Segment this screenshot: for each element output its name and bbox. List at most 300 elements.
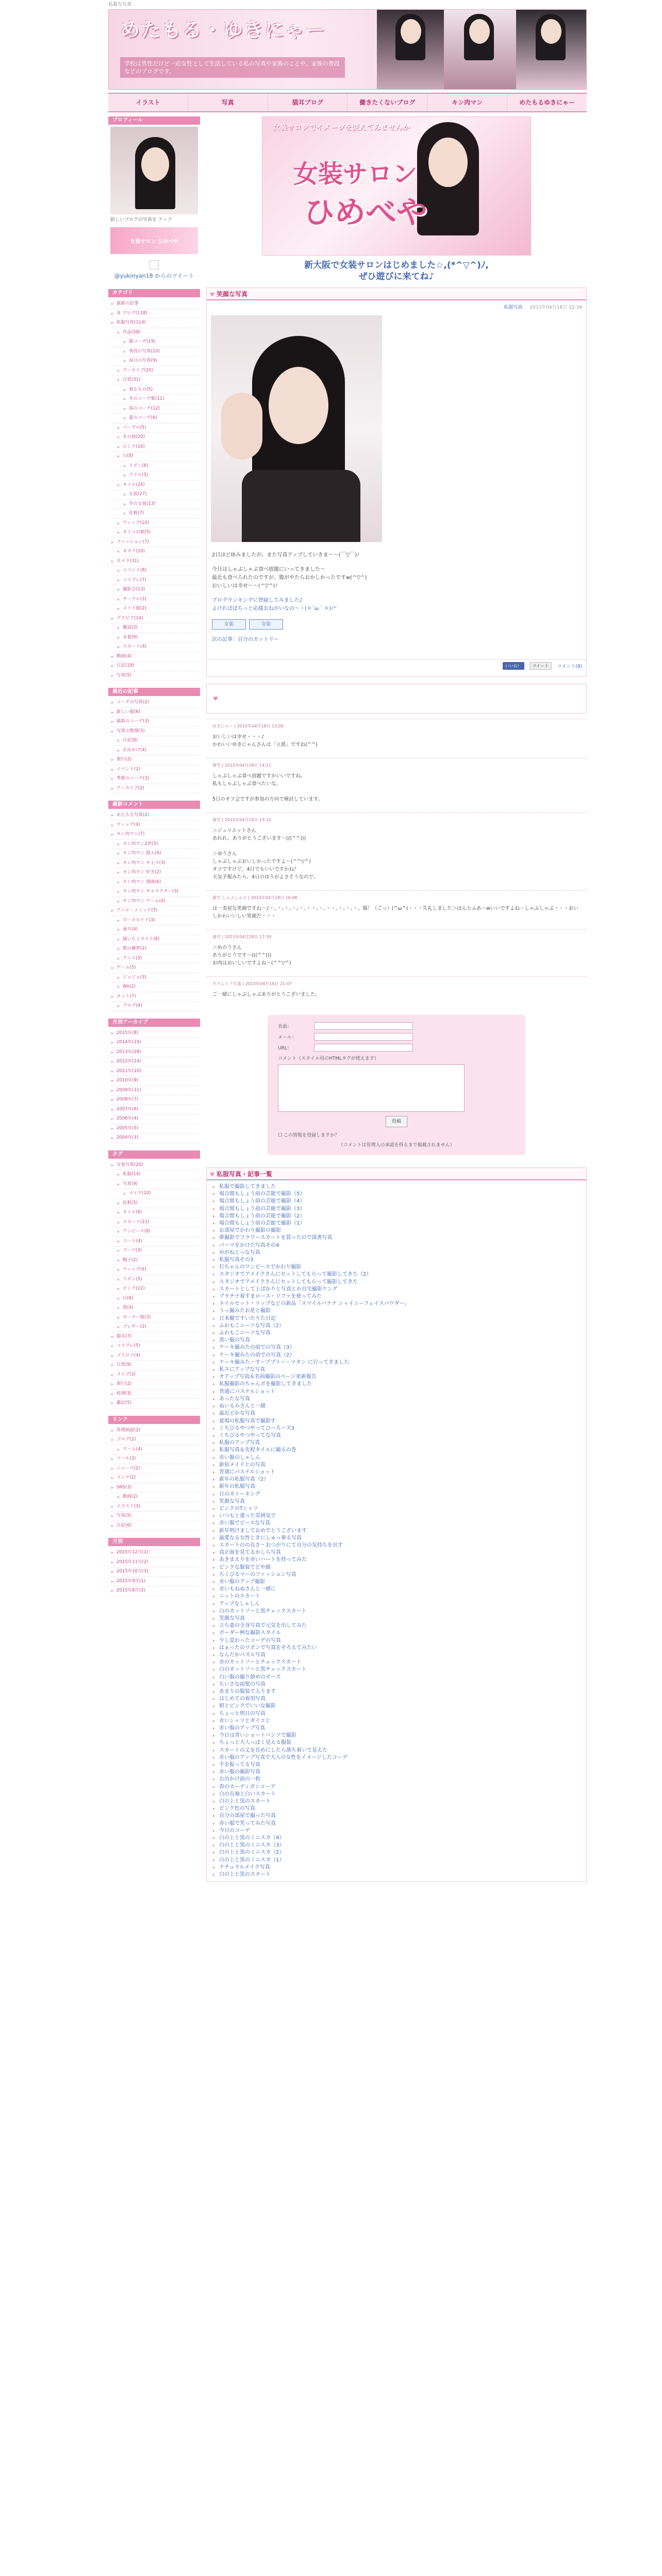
name-label: 名前：	[278, 1024, 292, 1029]
sidebar-link[interactable]: ▸ ウィッグ(4)	[111, 821, 200, 831]
sidebar-link[interactable]: ▸ ファッション(7)	[111, 538, 200, 548]
article-link[interactable]: ▸ スタジオでアメイクさんにセットしてもらって撮影してきた	[213, 1279, 580, 1286]
article-link[interactable]: ▸ 赤い服でピースな写真	[213, 1520, 580, 1527]
article-link[interactable]: ▸ パーマをかけた写真その4	[213, 1242, 580, 1249]
sidebar-link[interactable]: ▸ キン肉マン 好き(2)	[111, 868, 200, 878]
article-link[interactable]: ▸ うっ撮みたお花と撮影	[213, 1308, 580, 1315]
comment-textarea[interactable]	[278, 1064, 465, 1112]
mail-label: メール：	[278, 1035, 296, 1040]
entry-category[interactable]: 私服写真	[504, 305, 523, 310]
sidebar-link[interactable]: ▸ ピンク(12)	[111, 1284, 200, 1294]
article-link[interactable]: ▸ ナチュラルメイク写真	[213, 1864, 580, 1871]
article-link[interactable]: ▸ ふわもこニーツな写真	[213, 1330, 580, 1337]
article-link[interactable]: ▸ お部屋でかわり撮影の撮影	[213, 1227, 580, 1234]
article-link[interactable]: ▸ くちびるやつやってな写真	[213, 1432, 580, 1439]
article-link[interactable]: ▸ 新宿メイドとの写真	[213, 1462, 580, 1469]
sidebar-link[interactable]: ▸ 撮影会(13)	[111, 585, 200, 595]
article-link[interactable]: ▸ スカートのの長さ・おつがりにて自分の気持ちを出す	[213, 1542, 580, 1549]
comment-body: ＞めのうさん ありがとうです〜(((^^))) お肉はおいしいですよね〜(^^▽^)	[212, 945, 291, 966]
nav-item[interactable]: 猫耳ブログ	[268, 94, 348, 111]
tag-box	[108, 1150, 200, 1411]
sidebar-link[interactable]: ▸ フリル(5)	[111, 471, 200, 481]
article-link[interactable]: ▸ 今日のコーデ	[213, 1827, 580, 1835]
article-link[interactable]: ▸ 白の上と黒のミニスカ（2）	[213, 1849, 580, 1856]
article-link[interactable]: ▸ 赤い服のしゃしん	[213, 1454, 580, 1462]
entry-title[interactable]: 笑顔な写真	[216, 290, 247, 298]
sidebar-link[interactable]: ▸ スカート(4)	[111, 642, 200, 652]
sidebar-link[interactable]: ▸ 普段の写真(10)	[111, 347, 200, 357]
sidebar-link[interactable]: ▸ 写真(5)	[111, 1512, 200, 1521]
list-title: 私服写真・記事一覧	[216, 1170, 272, 1178]
article-link[interactable]: ▸ 場合間もしょう前の芸能で撮影（1）	[213, 1220, 580, 1227]
sidebar-link[interactable]: ▸ 着るもの(5)	[111, 385, 200, 395]
sidebar-link[interactable]: ▸ 女装写真(20)	[111, 1161, 200, 1171]
sidebar	[108, 116, 200, 1882]
comment-list	[108, 809, 200, 1013]
article-link[interactable]: ▸ 灯ちゃんのワンピースでかわり撮影	[213, 1264, 580, 1271]
comment-heading: 最新コメント	[108, 801, 200, 809]
sidebar-link[interactable]: ▸ キン肉マン 超人(4)	[111, 849, 200, 859]
sidebar-link[interactable]: ▸ 2014年(19)	[111, 1038, 200, 1048]
article-link[interactable]: ▸ 白の上と黒のミニスカ（1）	[213, 1857, 580, 1864]
article-link[interactable]: ▸ あったな写真	[213, 1396, 580, 1403]
sidebar-link[interactable]: ▸ 2015年8月(2)	[111, 1586, 200, 1596]
article-link[interactable]: ▸ はじめての着用写真	[213, 1696, 580, 1703]
sidebar-link[interactable]: ▸ ツール(3)	[111, 1454, 200, 1464]
tweet-button[interactable]: ツイート	[529, 662, 552, 670]
article-link[interactable]: ▸ 私服のアップ写真	[213, 1439, 580, 1447]
category-box	[108, 289, 200, 683]
article-link[interactable]: ▸ 白の上と黒のスカート	[213, 1871, 580, 1878]
nav-item[interactable]: キン肉マン	[427, 94, 507, 111]
article-link[interactable]: ▸ なんだかパズル写真	[213, 1652, 580, 1659]
article-link[interactable]: ▸ 最愛なる女性ときにしゅっ乗る写真	[213, 1535, 580, 1542]
sidebar-link[interactable]: ▸ メイク(10)	[111, 1189, 200, 1199]
name-field[interactable]	[314, 1022, 413, 1030]
profile-image[interactable]	[110, 127, 198, 214]
sidebar-link[interactable]: ▸ カメラ(31)	[111, 557, 200, 567]
sidebar-link[interactable]: ▸ 2015年(8)	[111, 1029, 200, 1039]
sidebar-link[interactable]: ▸ 白(8)	[111, 452, 200, 462]
sidebar-link[interactable]: ▸ リンク(2)	[111, 1473, 200, 1483]
sidebar-link[interactable]: ▸ ジョジョ(3)	[111, 973, 200, 983]
sidebar-link[interactable]: ▸ 春のコーデ(12)	[111, 404, 200, 414]
article-link[interactable]: ▸ 白の上と黒のスカート	[213, 1798, 580, 1805]
sidebar-link[interactable]: ▸ 動画(2)	[111, 1493, 200, 1502]
sidebar-link[interactable]: ▸ Wii(2)	[111, 982, 200, 992]
comment-count-link[interactable]: コメント(8)	[557, 664, 582, 669]
article-link[interactable]: ▸ 赤い服のアップ写真	[213, 1725, 580, 1732]
sidebar-link[interactable]: ▸ 夏のコーデ(6)	[111, 414, 200, 423]
article-link[interactable]: ▸ 笑顔な写真	[213, 1498, 580, 1505]
header-photo	[444, 10, 516, 89]
sidebar-link[interactable]: ▸ キン肉マン(7)	[111, 830, 200, 840]
article-link[interactable]: ▸ 場合間もしょう前の芸能で撮影（3）	[213, 1206, 580, 1213]
comment-box	[108, 801, 200, 1013]
sidebar-link[interactable]: ▸ ウィッグ(10)	[111, 519, 200, 529]
submit-button[interactable]: 投稿	[386, 1116, 407, 1127]
sidebar-link[interactable]: ▸ アーカイブ(20)	[111, 366, 200, 376]
article-link[interactable]: ▸ 赤いシャツとダイコと	[213, 1718, 580, 1725]
link-box	[108, 1416, 200, 1533]
entry-meta	[207, 300, 586, 315]
sidebar-link[interactable]: ▸ オタク(10)	[111, 547, 200, 557]
twitter-link[interactable]: @yukinyan18 からのツイート	[114, 273, 194, 279]
sidebar-link[interactable]: ▸ コスプレ(7)	[111, 576, 200, 586]
article-link[interactable]: ▸ 私服撮影のちゃんポを撮影してきました	[213, 1381, 580, 1388]
sidebar-link[interactable]: ▸ 写真の整理(3)	[111, 727, 200, 737]
sidebar-link[interactable]: ▸ 日常(31)	[111, 376, 200, 385]
article-link[interactable]: ▸ めがねとっな写真	[213, 1249, 580, 1257]
article-link[interactable]: ▸ オアップ写真＆名前撮影のページ更新報告	[213, 1374, 580, 1381]
sidebar-link[interactable]: ▸ ブーツ(3)	[111, 1246, 200, 1256]
sidebar-link[interactable]: ▸ 2015年10月(3)	[111, 1567, 200, 1577]
article-link[interactable]: ▸ ネイルセット・リップなどの新品「スマイルバナナ シャイニーフェイスパウダー」	[213, 1300, 580, 1308]
article-link[interactable]: ▸ 今日は青いショートパンツで撮影	[213, 1732, 580, 1739]
ranking-button[interactable]: 女装	[249, 619, 283, 630]
sidebar-link[interactable]: ▸ その他(20)	[111, 433, 200, 443]
profile-caption: 新しいブログの写真を アップ	[110, 217, 172, 223]
heart-icon: ♥	[210, 292, 214, 298]
article-list	[207, 1180, 586, 1882]
article-link[interactable]: ▸ 白のカットソーと黒チェックスカート	[213, 1666, 580, 1673]
article-link[interactable]: ▸ 夢撮影でフラワースカートを買ったので図書写真	[213, 1234, 580, 1242]
heart-icon: ♥	[213, 695, 218, 702]
sidebar-link[interactable]: ▸ 私服写真(114)	[111, 318, 200, 328]
ad-title: 女装サロン	[293, 160, 418, 189]
article-link[interactable]: ▸ スタジオでアメイクさんにセットしてもらって撮影してきた（2）	[213, 1271, 580, 1278]
article-link[interactable]: ▸ 最近どかな写真	[213, 1410, 580, 1417]
sidebar-link[interactable]: ▸ リボン(6)	[111, 462, 200, 471]
sidebar-link[interactable]: ▸ サークル(3)	[111, 595, 200, 605]
sidebar-link[interactable]: ▸ 写真(5)	[111, 671, 200, 681]
sidebar-link[interactable]: ▸ 最新の記事	[111, 299, 200, 309]
sidebar-link[interactable]: ▸ 2010年(9)	[111, 1076, 200, 1086]
article-link[interactable]: ▸ ちいさな前髪の写真	[213, 1681, 580, 1688]
article-link[interactable]: ▸ お出かけ前の一枚	[213, 1776, 580, 1783]
article-link[interactable]: ▸ スカートの丈を長めにしたら落ち着いて見えた	[213, 1747, 580, 1754]
broken-image-icon	[150, 260, 159, 269]
article-link[interactable]: ▸ 白の上と黒のミニスカ（3）	[213, 1842, 580, 1849]
article-link[interactable]: ▸ 日本観ですいたりた日記	[213, 1315, 580, 1323]
sidebar-link[interactable]: ▸ 2008年(7)	[111, 1095, 200, 1105]
header-photo	[516, 10, 586, 89]
sidebar-link[interactable]: ▸ 水着(6)	[111, 633, 200, 643]
entry-footer	[207, 659, 586, 676]
article-link[interactable]: ▸ ケーキ撮みたの前での写真（2）	[213, 1352, 580, 1359]
nav-item[interactable]: イラスト	[108, 94, 188, 111]
profile-box	[108, 116, 200, 280]
sidebar-link[interactable]: ▸ 服コーデ(19)	[111, 337, 200, 347]
comment	[206, 758, 587, 812]
comment-section-header	[206, 684, 587, 714]
article-link[interactable]: ▸ 黒い服の写真	[213, 1337, 580, 1344]
mail-field[interactable]	[314, 1033, 413, 1041]
sidebar-link[interactable]: ▸ 2015年11月(2)	[111, 1558, 200, 1568]
sidebar-link[interactable]: ▸ 2009年(11)	[111, 1086, 200, 1096]
article-link[interactable]: ▸ 春のカーディガンコーデ	[213, 1784, 580, 1791]
sidebar-link[interactable]: ▸ 2011年(10)	[111, 1067, 200, 1077]
sidebar-link[interactable]: ▸ 歌の練習(2)	[111, 944, 200, 954]
article-link[interactable]: ▸ ちょっと大人っぽく見える服装	[213, 1739, 580, 1747]
sidebar-link[interactable]: ▸ 化粧(5)	[111, 1199, 200, 1209]
sidebar-link[interactable]: ▸ 2012年(14)	[111, 1057, 200, 1067]
salon-ad-banner[interactable]	[262, 116, 531, 256]
nav-item[interactable]: 働きたくないブログ	[347, 94, 427, 111]
sidebar-link[interactable]: ▸ 雑誌(2)	[111, 623, 200, 633]
nav-item[interactable]: 写真	[188, 94, 268, 111]
sidebar-link[interactable]: ▸ 黒(4)	[111, 1303, 200, 1313]
sidebar-link[interactable]: ▸ 旅行(2)	[111, 1380, 200, 1389]
sidebar-link[interactable]: ▸ 旅行(2)	[111, 755, 200, 765]
article-link[interactable]: ▸ ピンクな服装でどや顔	[213, 1564, 580, 1571]
sidebar-link[interactable]: ▸ キン肉マン2世(5)	[111, 840, 200, 850]
sidebar-link[interactable]: ▸ 動画(4)	[111, 652, 200, 662]
sidebar-link[interactable]: ▸ 本 ブログ(118)	[111, 309, 200, 319]
sidebar-link[interactable]: ▸ 写真(9)	[111, 1180, 200, 1190]
facebook-like-button[interactable]: いいね！	[503, 662, 524, 670]
comment	[206, 976, 587, 1008]
article-link[interactable]: ▸ 場合間もしょう前の芸能で撮影（4）	[213, 1198, 580, 1205]
article-link[interactable]: ▸ くちびるやつやってひーろーズ3	[213, 1425, 580, 1432]
article-link[interactable]: ▸ プラチナ着すまロース・リファを使ってみた	[213, 1293, 580, 1300]
sidebar-link[interactable]: ▸ 2013年(28)	[111, 1048, 200, 1058]
sidebar-link[interactable]: ▸ 最新のコーデ(3)	[111, 717, 200, 727]
sidebar-link[interactable]: ▸ 2007年(6)	[111, 1105, 200, 1115]
month-heading: 月別	[108, 1538, 200, 1546]
recent-heading: 最近の記事	[108, 688, 200, 696]
article-link[interactable]: ▸ 私服で撮影してきました	[213, 1183, 580, 1191]
article-link[interactable]: ▸ ピンクのTシャツ	[213, 1505, 580, 1513]
remember-checkbox[interactable]: ☐ この情報を登録しますか？	[278, 1133, 339, 1138]
sidebar-link[interactable]: ▸ 冬の女装(13)	[111, 500, 200, 510]
sidebar-link[interactable]: ▸ 描いたイラスト(8)	[111, 935, 200, 945]
sidebar-link[interactable]: ▸ 2005年(5)	[111, 1124, 200, 1134]
entry-text-1: 2日ほど休みましたが、また写真アップしていきま～～(￣▽￣)ﾉ	[212, 552, 360, 558]
sidebar-link[interactable]: ▸ ライブ(3)	[111, 1370, 200, 1380]
article-link[interactable]: ▸ 新年の私服写真（2）	[213, 1476, 580, 1483]
sidebar-link[interactable]: ▸ コーデの写真(2)	[111, 698, 200, 708]
sidebar-link[interactable]: ▸ ブレザー(2)	[111, 1323, 200, 1332]
article-link[interactable]: ▸ ケーキ撮みた・すーププリー・マタン に行ってきました	[213, 1359, 580, 1366]
article-link[interactable]: ▸ アップなしゃしん	[213, 1601, 580, 1608]
article-link[interactable]: ▸ 赤いもねぬさんと一緒に	[213, 1586, 580, 1593]
sidebar-link[interactable]: ▸ 2015年9月(1)	[111, 1577, 200, 1587]
article-link[interactable]: ▸ ピンク色の写真	[213, 1805, 580, 1812]
sidebar-link[interactable]: ▸ 2004年(3)	[111, 1133, 200, 1143]
article-link[interactable]: ▸ 新年明けましておめでとうございます	[213, 1528, 580, 1535]
article-link[interactable]: ▸ 赤い服のアップ撮影	[213, 1579, 580, 1586]
article-link[interactable]: ▸ 夏場の私服写真で撮影す	[213, 1418, 580, 1425]
article-link[interactable]: ▸ 私服写真＆先程タイルに撮るの巻	[213, 1447, 580, 1454]
sidebar-link[interactable]: ▸ 帽子(2)	[111, 1256, 200, 1266]
sidebar-link[interactable]: ▸ 日記(6)	[111, 1521, 200, 1531]
sidebar-link[interactable]: ▸ アニメ・コミック(5)	[111, 906, 200, 916]
article-link[interactable]: ▸ あまりの服装で入ります	[213, 1688, 580, 1696]
sidebar-link[interactable]: ▸ キン肉マン ゲーム(4)	[111, 897, 200, 907]
sidebar-link[interactable]: ▸ 雑記(5)	[111, 1399, 200, 1409]
archive-box	[108, 1019, 200, 1145]
article-link[interactable]: ▸ 赤い服で笑ってみた写真	[213, 1820, 580, 1827]
article-link[interactable]: ▸ 日のカトーキング	[213, 1491, 580, 1498]
ranking-text[interactable]: ブログランキングに登録してみました♪ よければぽちっと応援おねがいなの～ヽ(＊´ω｀＊)ﾉ''	[212, 598, 337, 612]
sidebar-link[interactable]: ▸ 管理画面(2)	[111, 1426, 200, 1436]
sidebar-link[interactable]: ▸ ゲーム(4)	[111, 1445, 200, 1455]
article-link[interactable]: ▸ ケーキ撮みたの前での写真（3）	[213, 1344, 580, 1351]
article-link[interactable]: ▸ 赤い服の撮影写真	[213, 1769, 580, 1776]
form-note: （コメントは管理人の承認を得るまで掲載されません）	[338, 1143, 455, 1148]
url-label: URL：	[278, 1046, 292, 1051]
sidebar-link[interactable]: ▸ 日常(9)	[111, 1361, 200, 1370]
sidebar-link[interactable]: ▸ リボン(5)	[111, 1275, 200, 1285]
sidebar-link[interactable]: ▸ コスプレ(5)	[111, 1342, 200, 1351]
sidebar-link[interactable]: ▸ ボーカロイド(3)	[111, 916, 200, 926]
article-link[interactable]: ▸ 普通にパステルショット	[213, 1388, 580, 1396]
sidebar-link[interactable]: ▸ 作品(58)	[111, 328, 200, 338]
article-link[interactable]: ▸ 普通にパステルショット	[213, 1469, 580, 1476]
sidebar-link[interactable]: ▸ 東方(4)	[111, 925, 200, 935]
entry-text-2: 今日はしゃぶしゃぶ食べ放題にいってきました～ 最近も食べられたのですが、腹がやたらおかしかったですw(^▽^) おいしいは幸せ～～(^▽^)ﾉ	[212, 567, 367, 589]
comment-header: ゆきにゃー | 2015年04月18日 13:00	[212, 724, 284, 728]
ad-top-text: 女装サロンでイメージを変えてみませんか	[273, 124, 410, 132]
sidebar-link[interactable]: ▸ 白(6)	[111, 1294, 200, 1304]
sidebar-link[interactable]: ▸ キン肉マン キャラ(3)	[111, 859, 200, 869]
url-field[interactable]	[314, 1044, 413, 1052]
article-link[interactable]: ▸ 私服写真その3	[213, 1257, 580, 1264]
sidebar-link[interactable]: ▸ ゲーム(5)	[111, 963, 200, 973]
tag-heading: タグ	[108, 1150, 200, 1159]
site-title[interactable]: めたもる・ゆきにゃー	[120, 19, 326, 41]
sidebar-link[interactable]: ▸ 新しい服(6)	[111, 708, 200, 718]
sidebar-link[interactable]: ▸ 料理(3)	[111, 1389, 200, 1399]
article-link[interactable]: ▸ 立ち姿の全身写真で元気を出してみた	[213, 1622, 580, 1630]
sidebar-link[interactable]: ▸ 毎日の写真(9)	[111, 357, 200, 366]
article-link[interactable]: ▸ 笑顔な写真	[213, 1615, 580, 1622]
comment-body: ご一緒にしゃぶしゃぶありがとうございました。	[212, 992, 321, 997]
list-header	[207, 1168, 586, 1180]
sidebar-link[interactable]: ▸ ネイル(6)	[111, 1208, 200, 1218]
sidebar-link[interactable]: ▸ イベント(8)	[111, 566, 200, 576]
sidebar-link[interactable]: ▸ ワンピース(8)	[111, 1227, 200, 1237]
article-link[interactable]: ▸ 紺とピンクでいいな撮影	[213, 1703, 580, 1710]
nav-item[interactable]: めたもるゆきにゃー	[519, 99, 575, 106]
month-box	[108, 1538, 200, 1598]
next-entry-link[interactable]: 次の記事：自分のカットリー	[212, 637, 279, 642]
article-link[interactable]: ▸ 白の上と黒のミニスカ（4）	[213, 1835, 580, 1842]
article-link[interactable]: ▸ 私スにアップな写真	[213, 1366, 580, 1374]
sidebar-link[interactable]: ▸ 季節のコーデ(3)	[111, 774, 200, 784]
article-link[interactable]: ▸ 白の長袖と白いスカート	[213, 1791, 580, 1798]
article-link[interactable]: ▸ 自分の部屋で撮った写真	[213, 1812, 580, 1820]
salon-banner[interactable]: 女装サロン ひめべや	[110, 227, 198, 254]
sidebar-link[interactable]: ▸ ブログ(2)	[111, 1435, 200, 1445]
sidebar-link[interactable]: ▸ パープル(5)	[111, 423, 200, 433]
archive-heading: 月別アーカイブ	[108, 1019, 200, 1027]
sidebar-link[interactable]: ▸ キン肉マン 漫画(6)	[111, 878, 200, 888]
sidebar-link[interactable]: ▸ ブログ(4)	[111, 1002, 200, 1011]
entry-photo[interactable]	[211, 315, 382, 542]
main-column	[206, 116, 587, 1882]
article-link[interactable]: ▸ 白い服の撮り始めのポーズ	[213, 1674, 580, 1681]
sidebar-link[interactable]: ▸ イベント(2)	[111, 765, 200, 775]
article-link[interactable]: ▸ 場合間もしょう前の芸能で撮影（2）	[213, 1213, 580, 1220]
article-link[interactable]: ▸ あきまえりを赤いハートを持ってみた	[213, 1556, 580, 1564]
article-link[interactable]: ▸ 手を振ってる写真	[213, 1761, 580, 1769]
sidebar-link[interactable]: ▸ オトコの娘(5)	[111, 528, 200, 538]
sidebar-link[interactable]: ▸ ニュース(2)	[111, 1464, 200, 1474]
article-link[interactable]: ▸ はぁったのリボンで写真をそろえてみたい	[213, 1645, 580, 1652]
sidebar-link[interactable]: ▸ アーカイブ(2)	[111, 784, 200, 794]
article-link[interactable]: ▸ 白のカットソーと黒チェックスカート	[213, 1608, 580, 1615]
sidebar-link[interactable]: ▸ 冬のコーデ集(11)	[111, 395, 200, 404]
article-link[interactable]: ▸ ボーダー柄な撮影スタイル	[213, 1630, 580, 1637]
comment-header: 蒼空 | 2015年04月18日 17:30	[212, 935, 272, 939]
comment	[206, 719, 587, 758]
article-link[interactable]: ▸ いつもと違った雰囲気で	[213, 1513, 580, 1520]
sidebar-link[interactable]: ▸ メイド服(2)	[111, 604, 200, 614]
sidebar-link[interactable]: ▸ 2015年12月(1)	[111, 1548, 200, 1558]
article-link[interactable]: ▸ ニットのスカート	[213, 1593, 580, 1600]
sidebar-link[interactable]: ▸ コート(4)	[111, 1237, 200, 1247]
sidebar-link[interactable]: ▸ 私服(14)	[111, 1170, 200, 1180]
sidebar-link[interactable]: ▸ お出かけ(4)	[111, 746, 200, 756]
article-link[interactable]: ▸ ちくびるマーのファッション写真	[213, 1571, 580, 1579]
comment-header: 蒼空 しゃぶしゃぶ | 2015年04月18日 16:08	[212, 895, 297, 900]
sidebar-link[interactable]: ▸ ピンク(16)	[111, 443, 200, 452]
ad-caption[interactable]: 新大阪で女装サロンはじめました☆,(*^▽^)ﾉ, ぜひ遊びに来てね♪	[304, 260, 489, 282]
sidebar-link[interactable]: ▸ 日記(19)	[111, 662, 200, 671]
article-link[interactable]: ▸ 新年の私服写真	[213, 1483, 580, 1490]
article-link[interactable]: ▸ 真正面を見てるかしら写真	[213, 1549, 580, 1556]
sidebar-link[interactable]: ▸ ウィッグ(9)	[111, 1265, 200, 1275]
article-link[interactable]: ▸ 場合間もしょう前の芸能で撮影（5）	[213, 1191, 580, 1198]
sidebar-link[interactable]: ▸ 化粧(7)	[111, 509, 200, 519]
sidebar-link[interactable]: ▸ 2006年(4)	[111, 1114, 200, 1124]
article-link[interactable]: ▸ 赤い服のアップ写真で大人の女性をイメージしたコーデ	[213, 1754, 580, 1761]
sidebar-link[interactable]: ▸ ネイル(24)	[111, 481, 200, 490]
comment-body: ＞ジュリエットさん あれれ。ありがとうございます〜(((^^))) ＞ゆうさん しゃぶしゃぶおいしかったですよ〜(^^▽^) オフですけど、4日でもいいですかね？ 天気予報みたら、4日のほうがよさそうなので。	[212, 828, 319, 880]
article-link[interactable]: ▸ 赤のカットソーとチェックスカート	[213, 1659, 580, 1666]
sidebar-link[interactable]: ▸ めたもる写真(2)	[111, 811, 200, 821]
site-header	[108, 9, 587, 90]
article-link[interactable]: ▸ ぬいるみさんと一緒	[213, 1403, 580, 1410]
sidebar-link[interactable]: ▸ ゴスロリ(4)	[111, 1351, 200, 1361]
sidebar-link[interactable]: ▸ スカート(11)	[111, 1218, 200, 1228]
link-list	[108, 1424, 200, 1533]
sidebar-link[interactable]: ▸ キン肉マン キャラクター(3)	[111, 887, 200, 897]
ranking-button[interactable]: 女装	[212, 619, 246, 630]
comment-body: は一美屋な笑顔ですね〜♪・。・。・。・。・。・・。・。・・。・。・。・。鶏！（ごっ）(^ω^)・・・失礼しました＞ほんとふあーwいいですよね〜しゃぶしゃぶ・・・おいしかわいいしい笑顔だ・・・	[212, 906, 578, 919]
article-link[interactable]: ▸ スカートとして上ばかりと写真とか自宅撮影ケング	[213, 1286, 580, 1293]
comment-header: 蒼空 | 2015年04月18日 15:10	[212, 818, 272, 822]
sidebar-link[interactable]: ▸ 女装(27)	[111, 490, 200, 500]
tag-list	[108, 1159, 200, 1411]
article-link[interactable]: ▸ 少し変わったコーデの写真	[213, 1637, 580, 1645]
entry-header	[207, 288, 586, 300]
sidebar-link[interactable]: ▸ ネット(7)	[111, 992, 200, 1002]
remember-label: この情報を登録しますか？	[283, 1133, 339, 1138]
article-link[interactable]: ▸ ちょっと明日の写真	[213, 1710, 580, 1718]
article-link[interactable]: ▸ ふわもこニーツな写真（2）	[213, 1323, 580, 1330]
sidebar-link[interactable]: ▸ SNS(3)	[111, 1483, 200, 1493]
sidebar-link[interactable]: ▸ 日記(8)	[111, 736, 200, 746]
sidebar-link[interactable]: ▸ アニメ(3)	[111, 954, 200, 964]
sidebar-link[interactable]: ▸ 猫耳(7)	[111, 1332, 200, 1342]
sidebar-link[interactable]: ▸ セーラー服(3)	[111, 1313, 200, 1323]
site-description: 学校は男性だけど一応女性として生活している私の写真や家族のことや、家族の普段などのブログです。	[120, 57, 345, 78]
sidebar-link[interactable]: ▸ イラスト(3)	[111, 1502, 200, 1512]
sidebar-link[interactable]: ▸ グラビア(14)	[111, 614, 200, 624]
